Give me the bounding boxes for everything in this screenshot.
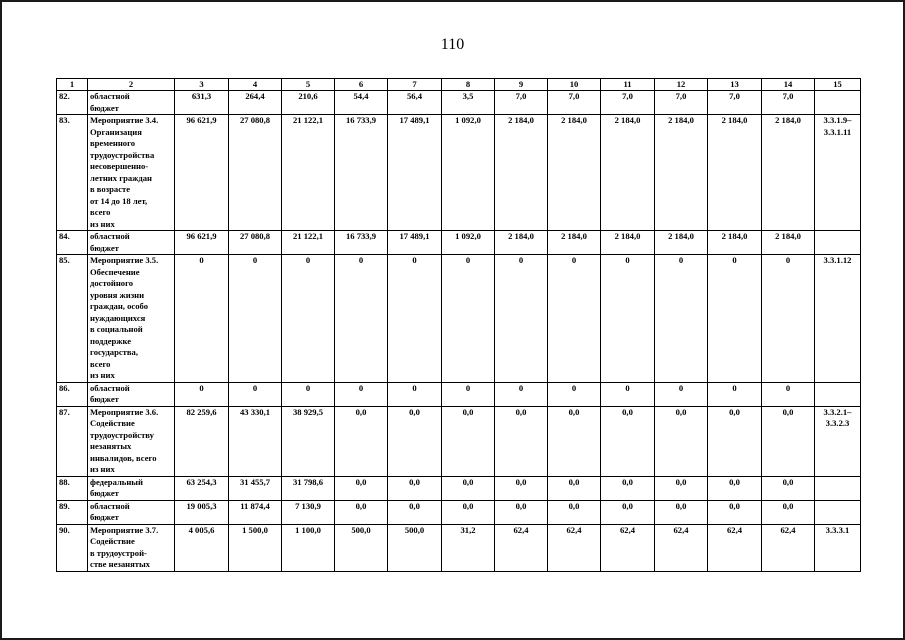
row-name-cell [88, 476, 175, 500]
name-line: в социальной [90, 324, 143, 334]
value-cell: 63 254,3 [175, 476, 229, 500]
value-cell: 0 [229, 382, 282, 406]
value-cell: 96 621,9 [175, 231, 229, 255]
value-cell: 0 [282, 382, 335, 406]
value-cell: 31,2 [442, 524, 495, 571]
name-line: летних граждан [90, 172, 153, 183]
name-line: Содействие [90, 536, 135, 546]
header-cell: 13 [708, 79, 762, 91]
table-row [57, 255, 861, 383]
value-cell: 0,0 [601, 476, 655, 500]
value-cell: 7,0 [762, 91, 815, 115]
name-line: от 14 до 18 лет, [90, 195, 148, 206]
header-cell: 7 [388, 79, 442, 91]
reference-cell [815, 115, 861, 231]
value-cell: 19 005,3 [175, 500, 229, 524]
value-cell: 43 330,1 [229, 406, 282, 476]
reference-cell [815, 382, 861, 406]
header-cell: 15 [815, 79, 861, 91]
name-line: из них [90, 464, 115, 474]
value-cell: 0,0 [495, 476, 548, 500]
value-cell: 0,0 [708, 476, 762, 500]
name-line: Организация [90, 126, 142, 137]
value-cell: 2 184,0 [548, 231, 601, 255]
value-cell: 0 [655, 255, 708, 383]
budget-table [56, 78, 861, 572]
value-cell: 0,0 [655, 500, 708, 524]
name-line: поддержке [90, 335, 132, 346]
value-cell: 62,4 [548, 524, 601, 571]
header-cell: 4 [229, 79, 282, 91]
value-cell: 0 [442, 382, 495, 406]
value-cell: 7,0 [495, 91, 548, 115]
value-cell: 31 455,7 [229, 476, 282, 500]
header-cell: 10 [548, 79, 601, 91]
value-cell: 0,0 [708, 406, 762, 476]
value-cell: 0,0 [601, 406, 655, 476]
name-line: бюджет [90, 488, 119, 498]
value-cell: 2 184,0 [495, 231, 548, 255]
header-cell: 6 [335, 79, 388, 91]
row-name-cell [88, 255, 175, 383]
value-cell: 56,4 [388, 91, 442, 115]
name-line: инвалидов, всего [90, 452, 157, 463]
name-line: бюджет [90, 242, 119, 253]
header-cell: 3 [175, 79, 229, 91]
value-cell: 0,0 [495, 406, 548, 476]
row-name-cell [88, 91, 175, 115]
value-cell: 62,4 [601, 524, 655, 571]
value-cell: 38 929,5 [282, 406, 335, 476]
value-cell: 0 [601, 255, 655, 383]
value-cell: 62,4 [495, 524, 548, 571]
value-cell: 31 798,6 [282, 476, 335, 500]
value-cell: 0 [442, 255, 495, 383]
table-body [57, 79, 861, 572]
name-line: областной [90, 91, 130, 101]
name-line: уровня жизни [90, 289, 145, 300]
value-cell: 96 621,9 [175, 115, 229, 231]
value-cell: 7,0 [655, 91, 708, 115]
value-cell: 0 [762, 255, 815, 383]
row-name-cell [88, 524, 175, 571]
table-header-row [57, 79, 861, 91]
value-cell: 0,0 [708, 500, 762, 524]
value-cell: 0,0 [548, 476, 601, 500]
row-number-cell: 88. [57, 476, 88, 500]
value-cell: 2 184,0 [495, 115, 548, 231]
row-name-cell [88, 231, 175, 255]
row-number-cell: 86. [57, 382, 88, 406]
name-line: несовершенно- [90, 161, 149, 171]
value-cell: 0,0 [762, 500, 815, 524]
name-line: трудоустройству [90, 429, 154, 440]
name-line: из них [90, 218, 115, 229]
value-cell: 500,0 [388, 524, 442, 571]
header-cell: 2 [88, 79, 175, 91]
value-cell: 0,0 [548, 500, 601, 524]
reference-line: 3.3.1.9– [823, 115, 852, 125]
reference-cell [815, 406, 861, 476]
header-cell: 11 [601, 79, 655, 91]
value-cell: 0 [655, 382, 708, 406]
value-cell: 1 092,0 [442, 115, 495, 231]
value-cell: 0,0 [655, 476, 708, 500]
name-line: незанятых [90, 441, 132, 451]
value-cell: 2 184,0 [655, 231, 708, 255]
header-cell: 9 [495, 79, 548, 91]
value-cell: 0,0 [601, 500, 655, 524]
name-line: Содействие [90, 418, 135, 428]
reference-cell [815, 524, 861, 571]
name-line: стве незанятых [90, 559, 150, 569]
value-cell: 0 [388, 255, 442, 383]
value-cell: 0 [229, 255, 282, 383]
value-cell: 62,4 [655, 524, 708, 571]
page-number: 110 [440, 36, 465, 53]
row-name-cell [88, 406, 175, 476]
value-cell: 210,6 [282, 91, 335, 115]
name-line: трудоустройства [90, 149, 155, 160]
value-cell: 17 489,1 [388, 231, 442, 255]
table-row [57, 382, 861, 406]
value-cell: 62,4 [762, 524, 815, 571]
value-cell: 2 184,0 [762, 231, 815, 255]
value-cell: 7,0 [601, 91, 655, 115]
value-cell: 7 130,9 [282, 500, 335, 524]
value-cell: 2 184,0 [708, 115, 762, 231]
table-row [57, 524, 861, 571]
value-cell: 0 [495, 255, 548, 383]
value-cell: 0 [548, 255, 601, 383]
value-cell: 0,0 [388, 476, 442, 500]
value-cell: 0 [175, 255, 229, 383]
value-cell: 0,0 [335, 500, 388, 524]
value-cell: 21 122,1 [282, 231, 335, 255]
row-number-cell: 82. [57, 91, 88, 115]
name-line: граждан, особо [90, 301, 148, 311]
value-cell: 0,0 [335, 476, 388, 500]
value-cell: 0 [708, 255, 762, 383]
reference-cell [815, 500, 861, 524]
name-line: Мероприятие 3.7. [90, 524, 159, 535]
value-cell: 0,0 [655, 406, 708, 476]
value-cell: 0 [601, 382, 655, 406]
name-line: в трудоустрой- [90, 547, 147, 558]
table-row [57, 500, 861, 524]
header-cell: 12 [655, 79, 708, 91]
name-line: нуждающихся [90, 312, 146, 323]
value-cell: 1 500,0 [229, 524, 282, 571]
value-cell: 0 [495, 382, 548, 406]
value-cell: 16 733,9 [335, 231, 388, 255]
name-line: областной [90, 500, 130, 511]
name-line: областной [90, 231, 130, 241]
value-cell: 0,0 [548, 406, 601, 476]
row-number-cell: 85. [57, 255, 88, 383]
name-line: Мероприятие 3.5. [90, 255, 159, 265]
value-cell: 0,0 [442, 500, 495, 524]
value-cell: 0,0 [762, 406, 815, 476]
value-cell: 11 874,4 [229, 500, 282, 524]
row-name-cell [88, 500, 175, 524]
reference-line: 3.3.1.12 [823, 255, 852, 265]
row-number-cell: 84. [57, 231, 88, 255]
row-number-cell: 89. [57, 500, 88, 524]
name-line: временного [90, 138, 136, 148]
table-row [57, 476, 861, 500]
name-line: всего [90, 358, 111, 369]
name-line: в возрасте [90, 184, 131, 194]
header-cell: 14 [762, 79, 815, 91]
header-cell: 1 [57, 79, 88, 91]
value-cell: 0,0 [442, 406, 495, 476]
name-line: всего [90, 207, 111, 217]
row-number-cell: 83. [57, 115, 88, 231]
value-cell: 2 184,0 [655, 115, 708, 231]
value-cell: 2 184,0 [762, 115, 815, 231]
table-row [57, 231, 861, 255]
value-cell: 54,4 [335, 91, 388, 115]
reference-line: 3.3.3.1 [825, 524, 850, 535]
row-name-cell [88, 382, 175, 406]
table-row [57, 115, 861, 231]
value-cell: 0,0 [495, 500, 548, 524]
value-cell: 2 184,0 [548, 115, 601, 231]
value-cell: 1 100,0 [282, 524, 335, 571]
row-number-cell: 90. [57, 524, 88, 571]
value-cell: 2 184,0 [601, 115, 655, 231]
reference-line: 3.3.2.3 [825, 418, 850, 428]
value-cell: 2 184,0 [601, 231, 655, 255]
row-number-cell: 87. [57, 406, 88, 476]
value-cell: 17 489,1 [388, 115, 442, 231]
value-cell: 62,4 [708, 524, 762, 571]
name-line: Мероприятие 3.4. [90, 115, 159, 125]
name-line: бюджет [90, 394, 119, 404]
value-cell: 631,3 [175, 91, 229, 115]
value-cell: 0,0 [388, 500, 442, 524]
reference-cell [815, 255, 861, 383]
header-cell: 8 [442, 79, 495, 91]
value-cell: 27 080,8 [229, 231, 282, 255]
name-line: Обеспечение [90, 266, 140, 277]
page-edge-top [0, 0, 905, 2]
value-cell: 0 [335, 255, 388, 383]
value-cell: 0 [548, 382, 601, 406]
value-cell: 16 733,9 [335, 115, 388, 231]
reference-cell [815, 231, 861, 255]
reference-line: 3.3.2.1– [823, 406, 852, 417]
value-cell: 7,0 [708, 91, 762, 115]
name-line: из них [90, 370, 115, 380]
value-cell: 4 005,6 [175, 524, 229, 571]
name-line: бюджет [90, 512, 119, 522]
name-line: государства, [90, 347, 138, 357]
reference-cell [815, 91, 861, 115]
value-cell: 1 092,0 [442, 231, 495, 255]
value-cell: 0,0 [335, 406, 388, 476]
value-cell: 0 [388, 382, 442, 406]
name-line: достойного [90, 278, 134, 288]
value-cell: 21 122,1 [282, 115, 335, 231]
header-cell: 5 [282, 79, 335, 91]
value-cell: 264,4 [229, 91, 282, 115]
page-edge-left [0, 0, 2, 640]
value-cell: 0,0 [388, 406, 442, 476]
name-line: областной [90, 382, 130, 393]
reference-cell [815, 476, 861, 500]
row-name-cell [88, 115, 175, 231]
value-cell: 0 [282, 255, 335, 383]
value-cell: 0,0 [442, 476, 495, 500]
value-cell: 0 [762, 382, 815, 406]
table-row [57, 406, 861, 476]
value-cell: 3,5 [442, 91, 495, 115]
value-cell: 27 080,8 [229, 115, 282, 231]
name-line: бюджет [90, 102, 119, 113]
table-row [57, 91, 861, 115]
value-cell: 0 [708, 382, 762, 406]
value-cell: 0,0 [762, 476, 815, 500]
reference-line: 3.3.1.11 [823, 126, 852, 137]
value-cell: 7,0 [548, 91, 601, 115]
value-cell: 0 [335, 382, 388, 406]
name-line: федеральный [90, 476, 143, 487]
value-cell: 500,0 [335, 524, 388, 571]
value-cell: 2 184,0 [708, 231, 762, 255]
name-line: Мероприятие 3.6. [90, 406, 159, 417]
value-cell: 0 [175, 382, 229, 406]
value-cell: 82 259,6 [175, 406, 229, 476]
